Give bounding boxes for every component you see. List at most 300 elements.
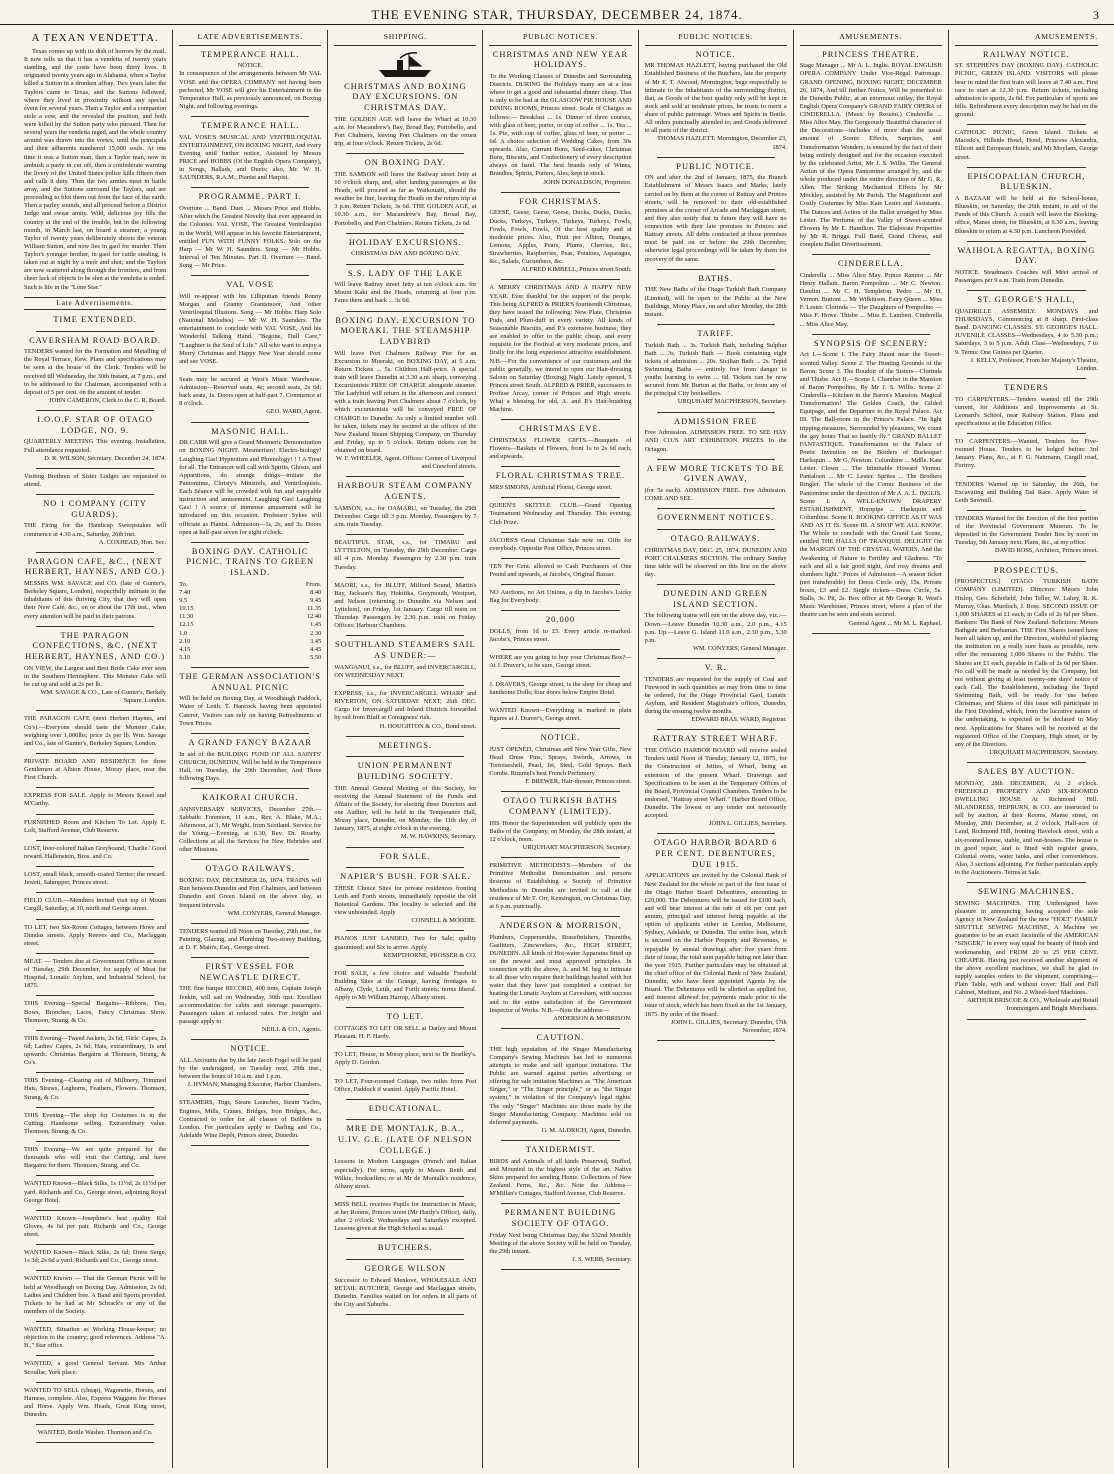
divider bbox=[967, 290, 1086, 291]
divider bbox=[346, 1259, 464, 1260]
ad-body: NOTICE. Steadman's Coaches will Meet arrival of Passengers per 9 a.m. Train from Dunedin. bbox=[954, 269, 1098, 285]
time-from: 4.45 bbox=[310, 645, 322, 653]
divider bbox=[657, 508, 775, 509]
ad-body: TENDERS wanted till Noon on Tuesday, 29th inst., for Painting, Glazing, and Plumbing Two-storey Building, at D. F. Main's, Esq., George street. bbox=[179, 927, 322, 951]
ad-signature: ANDERSON & MORRISON. bbox=[553, 1014, 632, 1022]
ad-body: J. DRAVER'S, George street, is the shop for cheap and handsome Dolls; four doors below Empire Hotel. bbox=[489, 680, 632, 696]
time-to: 11.30 bbox=[179, 613, 194, 621]
divider bbox=[967, 378, 1086, 379]
divider bbox=[36, 1424, 154, 1425]
ad-body: WANTED Known—Black Silks, 2s 6d; Dress Serge, 1s 3d; 2s 6d a yard. Richards and Co., George street. bbox=[24, 1249, 167, 1265]
ad-body: Turkish Bath ... 3s. Turkish Bath, including Sulphur Bath ... 3s. Turkish Bath — Book containing eight tickets of admission ... 20s. Sicilian Bath ... 2s. Tepid Swimming Baths — entirely free from danger to youths learning to swim ... 6d. Tickets can be now secured from Mr Burton at the Baths, or from any of the principal City booksellers. bbox=[644, 341, 787, 398]
ad-title: ON BOXING DAY. bbox=[364, 158, 446, 168]
advertisement bbox=[955, 566, 1098, 757]
divider bbox=[346, 930, 464, 931]
advertisement bbox=[645, 589, 787, 653]
ad-body: THE SAMSON will leave the Railway street Jetty at 10 o'clock sharp, and, after landing passengers at the Heads, will proceed as far as Waikouaiti, should the weather be fine, leaving the Heads on the return trip at 3 p.m. Return Tickets, 3s 6d. THE GOLDEN AGE, at 10.30 a.m., for Macandrew's Bay, Broad Bay, Portobello, and Port Chalmers. Return Tickets, 2s 6d. bbox=[334, 170, 477, 227]
ad-signature: JOHN L. GILLIES, Secretary. Dunedin, 17th November, 1874. bbox=[670, 1018, 787, 1034]
story-title: A TEXAN VENDETTA. bbox=[31, 32, 159, 44]
divider bbox=[191, 275, 309, 276]
ad-title: PUBLIC NOTICE. bbox=[676, 161, 755, 171]
ad-body: STEAMERS, Tugs, Steam Launches, Steam Yachts, Engines, Mills, Cranes, Bridges, Iron Bridges, &c., Contracted to order for all classes of Builders in London. For particulars apply to Darling and Co., Adelaide Wine Depôt, Princes street, Dunedin. bbox=[179, 1099, 322, 1139]
divider bbox=[657, 833, 775, 834]
page-number: 3 bbox=[1093, 8, 1100, 22]
time-to: 5.10 bbox=[179, 653, 191, 661]
ad-title: ST. GEORGE'S HALL, bbox=[977, 295, 1076, 305]
ad-body: A MERRY CHRISTMAS AND A HAPPY NEW YEAR. Ever thankful for the support of the people. This being ALFRED & PRIER'S fourteenth Christmas, they have issued the following: New Plate, Christmas Puds, and Plum-duff in every variety. All kinds of Seasonable Biscuits, and P.'s extensive business, they are enabled to offer to the public cheap, and every requisite for the Festival at very moderate prices, and firstly for the long experience attractive establishment. N.B.—For the convenience of our customers and the public generally, we intend to open our Hair-dressing Saloon on Saturday (Boxing) Night. Lately opened, 5 Princes street South. ALFRED & PRIER, successors to Profuse Arcay, corner of Princes and High streets. What a blessing for old, A. and P.'s Hair-brushing Machine. bbox=[489, 284, 632, 414]
ad-signature: NEILL & CO., Agents. bbox=[261, 1026, 322, 1034]
advertisement bbox=[334, 316, 476, 472]
ad-title: OTAGO HARBOR BOARD 6 PER CENT. DEBENTURES, DUE 1915. bbox=[653, 838, 778, 869]
ad-title: OTAGO TURKISH BATHS COMPANY (LIMITED). bbox=[503, 796, 618, 817]
story-paragraph: Texas comes up with its dish of horrors by the mail. It now tells us that it has a vendetta of twenty years standing, and the costs have been thirty lives. It originated twenty years ago in Alabama, when a Taylor killed a Sutton in a drunken affray. Two years later the Taylors came to Texas, and the Suttons followed, where they lived in proximity without any special event for several years. Then a Taylor and a companion stole a cow, and the revealed the position, and both were killed by the Sutton party who pursued. Then for several years the vendetta raged, and the whole country around was drawn into the vortex, until the principals and their adherents numbered 15,000 souls. At one time it was a Sutton man, then a Taylor man, now in ambush a party in cut off, then a confederate warning the livery of the United States police kills fifteen men and calls it duty. Then the two armies meet in battle array, and the Suttons surround the Taylors, and are proceeding to blot them out from the face of the earth. Then a parley sounds, and all proceed before a District Judge and swear amity. Wild, delicious joy fills the country at the end of the trouble, but in the following month, in March last, on board a steamer, a young Taylor of twenty years deliberately shoots the veteran William Sutton, and now lies in gaol for murder. Then Taylor's younger brother, in gaol for cattle stealing, is taken out at night by a mob and shot; and the Taylors are now scattered along through the frontiers, and from sheer lack of objects to be shot at the vendetta is ended. Such is life in the "Lone Star." bbox=[24, 47, 167, 291]
advertisement bbox=[955, 50, 1098, 120]
ad-body: ON VIEW, the Largest and Best Bride Cake ever seen in the Southern Hemisphere. This Monster Cake will be cut up and sold at 2s per lb. bbox=[24, 664, 167, 688]
divider bbox=[501, 192, 619, 193]
advertisement bbox=[24, 1387, 166, 1420]
ad-body: THIS Evening—Clearing out of Millinery, Trimmed Hats, Straws, Leghorns, Feathers, Flowers. Thomson, Strang, & Co. bbox=[24, 1077, 167, 1101]
divider bbox=[36, 892, 154, 893]
ad-body: Act I.—Scene I. The Fairy Haunt near the Sweet-scented Valley. Scene 2. The Hunting Grounds of the Baron. Scene 3. The Boudoir of the Sisters—Clorinda and Thisbe. Act II.—Scene I. Chamber in the Mansion of Baron Pompolino, By Mr J. S. Willis. Scene 2. Cinderella—Kitchen in the Baron's Mansion. Magical Transformation! The Golden Coach, the Gilded Equipage, and the Departure to the Royal Palace. Act III. The Ball-room in the Prince's Palace. "In light tripping measures, Surrounded by pleasures, We count the gay hours That so hastily fly." GRAND BALLET FANTASTIQUE. Transformation to the Palace of Poetic Invention on the Borders of Burlesque! Harlequin ... Mr G. Newton. Columbine ... Mdlle. Kate Lester. Clown ... The Inimitable Howard Vernon. Pantaloon ... Mr C. Lester. Sprites ... The Brothers Ringler. The whole of the Comic Business of the Pantomime under the direction of Mr A. A. L. INGLIS. Scene I. A WELL-KNOWN DRAPERY ESTABLISHMENT. Hornpipe ... Harlequin and Columbine. Scene II. BOOKING OFFICE AS IT WAS AND AS IT IS. Scene III. A SHOP WE ALL KNOW. The Whole to conclude with the Grand Last Scene, entitled THE HALLS OF TRANQUIL DELIGHT On the MARGIN OF THE CRYSTAL WATERS, And the Awakening of Nature to Fertility and Gladness. "To each and all a fair good night, And rosy dreams and slumbers light." Prices of Admission—A season ticket (not transferable) for Dress Circle only, 15s. Private boxes, £3 and £2. Single tickets—Dress Circle, 5s. Stalls, 3s. Pit, 2s. Box office at Mr George R. West's Music Warehouse, Princes street, where a plan of the theatre can be seen and seats secured. bbox=[799, 351, 942, 619]
ad-body: TO LET, House, in Moray place, next to Dr Bradley's. Apply D. Gordon. bbox=[334, 1051, 477, 1067]
time-to: 4.15 bbox=[179, 645, 191, 653]
ad-title: PROGRAMME. PART I. bbox=[198, 192, 302, 202]
advertisement bbox=[24, 1112, 166, 1136]
ad-body: Free Admission. ADMISSION FREE. TO SEE HAY AND CO.'S ART EXHIBITION PRIZES In the Octagon. bbox=[644, 429, 787, 453]
ad-signature: JOHN DONALDSON, Proprietor. bbox=[543, 178, 632, 186]
ad-title: OTAGO RAILWAYS. bbox=[205, 864, 296, 874]
ad-title: WAIHOLA REGATTA, BOXING DAY. bbox=[957, 245, 1096, 266]
ad-signature: J. HYMAN, Managing Executor, Harbor Chambers. bbox=[187, 1081, 322, 1089]
ads-list bbox=[800, 50, 942, 634]
advertisement bbox=[179, 672, 321, 728]
ad-title: EPISCOPALIAN CHURCH, BLUESKIN. bbox=[967, 171, 1086, 192]
ad-body: CATHOLIC PICNIC, Green Island. Tickets at Macedo's, Hillside Hotel, Hotel, Princess Alexandra, Ellicott and European Hotels, and Mr Moylans, George street. bbox=[954, 129, 1098, 161]
advertisement bbox=[489, 654, 631, 670]
advertisement bbox=[800, 50, 942, 250]
advertisement bbox=[645, 734, 787, 828]
ad-body: MAORI, s.s., for BLUFF, Milford Sound, Martin's Bay, Jackson's Bay, Hokitika, Greymouth, Westport, and Nelson (returning to Dunedin via Nelson and Lyttelton), on Friday, 1st January. Cargo till noon on Thursday. Passengers by 2.30 p.m. train on Friday. Offices: Harbour Chambers. bbox=[334, 581, 477, 630]
column-4 bbox=[483, 30, 638, 1468]
divider bbox=[191, 1039, 309, 1040]
divider bbox=[36, 1321, 154, 1322]
advertisement bbox=[334, 690, 476, 731]
advertisement bbox=[24, 499, 166, 547]
ads-list bbox=[334, 82, 476, 1316]
ad-signature: ALFRED KIMBELL, Princes street South. bbox=[521, 266, 632, 274]
ad-body: THE high reputation of the Singer Manufacturing Company's Sewing Machines has led to numerous attempts to make and sell spurious imitations. The Public are warned against parties advertising or offering for sale imitation Machines as "The American Singer," or "The Singer principle," or as "the Singer system," in violation of the Company's legal rights. The only "Singer" Machines are those made by the Singer Manufacturing Company. Machines sold on deferred payments. bbox=[489, 1045, 632, 1126]
ad-body: THESE Choice Sites for private residences fronting Leith and Forth streets, immediately opposite the old Botanical Gardens. The locality is selected and the view unbounded. Apply bbox=[334, 884, 477, 917]
ad-signature: WM. CONYERS, General Manager. bbox=[227, 909, 322, 917]
divider bbox=[36, 953, 154, 954]
divider bbox=[36, 1072, 154, 1073]
time-to: 7.40 bbox=[179, 588, 191, 596]
ad-body: MRS SIMONS, Artificial Florist, George street. bbox=[489, 484, 613, 492]
advertisement bbox=[334, 82, 476, 149]
advertisement bbox=[179, 1099, 321, 1140]
advertisement bbox=[489, 537, 631, 553]
time-from: 11.35 bbox=[307, 605, 322, 613]
divider bbox=[346, 1007, 464, 1008]
advertisement bbox=[489, 707, 631, 723]
advertisement bbox=[645, 162, 787, 264]
advertisement bbox=[24, 1326, 166, 1350]
ad-body: Cinderella ... Miss Alice May. Prince Ramiro ... Mr Henry Hallam. Baron Pompolino ... Mr C. Newton. Dandini ... Mr C. H. Templeton. Pedro ... Mr H. Vernon. Buttoni ... Mr Wilkinson. Fairy Queen ... Miss F. Lester. Clorinda — The Daughters of Pompolino — Miss F. Howe. Thisbe ... Miss E. Lambert. Cinderella ... Miss Alice May. bbox=[799, 271, 942, 328]
advertisement bbox=[24, 1180, 166, 1204]
divider bbox=[191, 859, 309, 860]
divider bbox=[346, 847, 464, 848]
ad-title: FOR CHRISTMAS. bbox=[519, 196, 602, 206]
ad-signature: THOMAS HAZLETT. Mornington, December 23, 1874. bbox=[657, 135, 787, 151]
advertisement bbox=[334, 970, 476, 1003]
ad-signature: URQUHART MACPHERSON, Secretary. bbox=[522, 844, 632, 852]
ad-signature: G. M. ALDRICH, Agent, Dunedin. bbox=[541, 1126, 632, 1134]
timetable-row bbox=[179, 597, 321, 605]
divider bbox=[967, 476, 1086, 477]
divider bbox=[36, 814, 154, 815]
ad-body: Will re-appear with his Lilliputian friends Ronny Morgan and Granny Grantsmoor, And other Ventriloquial Illusions. Song — Mr Hobbs. Harp Solo (National Melodies) — Mr W. H. Saunders. The entertainment to conclude with VAL VOSE, And his Wonderful Talking Hand. "Begone, Dull Care," "Laughter is the Soul of Life." All who want to enjoy a Merry Christmas and Happy New Year should come and see VOSE. bbox=[179, 292, 322, 365]
ad-body: GEESE, Geese, Geese, Geese, Ducks, Ducks, Ducks, Ducks, Turkeys, Turkeys, Turkeys, Turkeys, Fowls, Fowls, Fowls, Fowls, Of the best quality and at moderate prices. Also, Fruit per Albion, Oranges, Lemons, Apples, Pears, Plums, Cherries, &c., Strawberries, Raspberries, Peas, Potatoes, Asparagus, &c., Salads, Cucumbers, &c. bbox=[489, 209, 632, 266]
ad-body: DOLLS, from 1d to £5. Every article re-marked. Jacobs's, Princes street. bbox=[489, 628, 632, 644]
divider bbox=[346, 577, 464, 578]
divider bbox=[346, 1314, 464, 1315]
divider bbox=[501, 1140, 619, 1141]
advertisement bbox=[179, 547, 321, 662]
advertisement bbox=[645, 50, 787, 152]
divider bbox=[36, 995, 154, 996]
ad-body: THE fine barque RECORD, 400 tons, Captain Joseph Jenkin, will sail on Wednesday, 30th inst. Excellent accommodation for cabin and steerage passengers. Passengers taken at reduced rates. For freight and passage apply to bbox=[179, 985, 322, 1025]
ad-signature: DAVID ROSS, Architect, Princes street. bbox=[994, 547, 1098, 555]
ad-title: TARIFF. bbox=[697, 328, 734, 338]
divider bbox=[36, 552, 154, 553]
divider bbox=[36, 410, 154, 411]
ad-body: TENDERS are requested for the supply of Coal and Firewood in such quantities as may from time to time be ordered, for the Otago Provincial Gaol, Lunatic Asylum, and Resident Magistrate's offices, Dunedin, during the ensuing twelve months. bbox=[644, 675, 787, 716]
ad-body: TENDERS Wanted for the Erection of the first portion of the Provincial Government Museum. To be deposited in the Government Tender Box by noon on Tuesday, 5th January next. Plans, &c., at my office. bbox=[954, 514, 1098, 547]
advertisement bbox=[489, 862, 631, 911]
divider bbox=[967, 882, 1086, 883]
column-heading: SHIPPING. bbox=[334, 30, 476, 46]
divider bbox=[501, 584, 619, 585]
ads-list bbox=[179, 50, 321, 1146]
advertisement bbox=[955, 438, 1098, 471]
ads-list bbox=[489, 50, 631, 1271]
advertisement bbox=[24, 792, 166, 808]
ad-title: PRINCESS THEATRE. bbox=[822, 49, 920, 59]
advertisement bbox=[24, 1000, 166, 1024]
column-1 bbox=[18, 30, 173, 1468]
time-from: 9.45 bbox=[310, 597, 322, 605]
ad-title: A GRAND FANCY BAZAAR bbox=[188, 737, 312, 747]
ad-body: A BAZAAR will be held at the School-house, Blueskin, on Saturday, the 26th instant, in aid of the Funds of this Church. A coach will leave the Booking-office, Manse street, for Blueskin, at 9.30 a.m., leaving Blueskin to return at 4.30 p.m. Luncheon Provided. bbox=[954, 195, 1098, 235]
advertisement bbox=[489, 1033, 631, 1135]
divider bbox=[36, 753, 154, 754]
divider bbox=[36, 1141, 154, 1142]
ad-body: Will leave Rattray street Jetty at ten o'clock a.m. for Mount Kaki and the Heads, returning at four p.m. Fares there and back ... 3s 6d. bbox=[334, 281, 477, 305]
divider bbox=[36, 331, 154, 332]
divider bbox=[191, 733, 309, 734]
ad-body: JACOBS'S Great Christmas Sale now on. Gifts for everybody. Opposite Post Office, Princes street. bbox=[489, 536, 632, 552]
divider bbox=[36, 1244, 154, 1245]
ad-title: SEWING MACHINES. bbox=[978, 887, 1075, 897]
divider bbox=[36, 1210, 154, 1211]
train-timetable bbox=[179, 581, 321, 662]
ad-body: WANTED Known — That the German Picnic will be held at Woodhaugh on Boxing Day. Admission, 2s 6d; Ladies and Children free. A Band and Sports provided. Tickets to be had at Mr Schrack's or any of the members of the Society. bbox=[24, 1275, 167, 1315]
advertisement bbox=[24, 1035, 166, 1068]
divider bbox=[346, 736, 464, 737]
ad-title: THE GERMAN ASSOCIATION'S ANNUAL PICNIC bbox=[179, 672, 321, 692]
divider bbox=[812, 334, 930, 335]
ad-body: TO CARPENTERS.—Tenders wanted till the 29th current, for Additions and Improvements at St. Leonard's School, near Railway Station. Plans and specifications at the Education Office. bbox=[954, 395, 1098, 427]
column-5 bbox=[639, 30, 794, 1468]
ad-body: Will leave Port Chalmers Railway Pier for an Excursion to Moeraki, on BOXING DAY, at 5 a.m. Return Tickets ... 5s. Children Half-price. A special train will leave Dunedin at 3.30 a.m. sharp, conveying Excursionists FREE OF CHARGE alongside steamer. The Ladybird will return in the afternoon and connect with a train leaving Port Chalmers about 7 o'clock, by which excursionists will be conveyed FREE OF CHARGE to Dunedin. As only a limited number will be taken, tickets may be secured at the offices of the New Zealand Steam Shipping Company, on Thursday and Friday, up to 5 o'clock. Return tickets can be obtained on board. bbox=[334, 349, 477, 455]
ads-list bbox=[645, 50, 787, 1041]
ad-title: NOTICE. bbox=[695, 49, 736, 59]
ad-title: NO 1 COMPANY (CITY GUARDS). bbox=[43, 499, 147, 519]
ad-title: UNION PERMANENT BUILDING SOCIETY. bbox=[357, 761, 454, 781]
ad-title: SYNOPSIS OF SCENERY: bbox=[813, 338, 928, 348]
divider bbox=[501, 497, 619, 498]
ad-title: OTAGO RAILWAYS. bbox=[670, 533, 761, 543]
ad-body: NOTICE. bbox=[237, 62, 263, 70]
advertisement bbox=[489, 733, 631, 786]
ad-signature: CONNELL & MOODIE. bbox=[411, 917, 477, 925]
advertisement bbox=[24, 1429, 166, 1437]
time-from: 8.40 bbox=[310, 588, 322, 596]
column-7 bbox=[949, 30, 1104, 1468]
ad-signature: JOHN L. GILLIES, Secretary. bbox=[709, 820, 787, 828]
advertisement bbox=[955, 172, 1098, 236]
divider bbox=[346, 153, 464, 154]
advertisement bbox=[24, 1077, 166, 1101]
ad-body: Stage Manager ... Mr A. L. Inglis. ROYAL ENGLISH OPERA COMPANY Under Vice-Regal Patronage. GRAND OPENING, BOXING NIGHT, DECEMBER 26, 1874, And till further Notice, Will be presented to the Dunedin Public, at an enormous outlay, the Royal English Opera Company's GRAND FAIRY OPERA of CINDERELLA. (Music by Rossini.) Cinderella ... Miss Alice May. The Gorgeously Beautiful character of the Decorations—includes of more than the usual amount of Scenic Effects, Surprises, and Transformation Wonders, is ensured by the fact of their being entirely designed and for the occasion executed by the celebrated Artist, Mr J. S. Willis. The General Action of the Opera Pantomime arranged by, and the whole produced under the entire direction of Mr G. R. Allen. The Striking Mechanical Effects by Mr Mockley, assisted by Mr Parish. The Magnificent and Costly Costumes by Miss Kate Lester and Assistants. The Dances and Action of the Ballet arranged by Miss Lester. The Perfume of the Valley of Sweet-scented Flowers by Mr E. Hamilton. The Elaborate Properties by Mr R. Briggs. Full Band, Grand Chorus, and complete Ballet Divertissement. bbox=[799, 62, 942, 249]
ad-title: TENDERS bbox=[1004, 382, 1049, 392]
divider bbox=[346, 756, 464, 757]
divider bbox=[346, 476, 464, 477]
ad-body: PRIMITIVE METHODISTS.—Members of the Primitive Methodist Denomination and persons desirous of Establishing a Society of Primitive Methodists in Dunedin are invited to call at the residence of Mr T. Orr, Kensington, on Christmas Day, at 6 p.m. punctually. bbox=[489, 862, 632, 910]
ad-title: S.S. LADY OF THE LAKE bbox=[347, 268, 463, 278]
advertisement bbox=[334, 582, 476, 631]
column-6 bbox=[794, 30, 949, 1468]
divider bbox=[657, 324, 775, 325]
ad-signature: JOHN CAMERON, Clerk to the C. R. Board. bbox=[49, 396, 167, 404]
ad-body: Overture ... Band. Duet ... Messrs Price and Hobbs. After which the Greatest Novelty that ever appeared in the Colonies. VAL VOSE, The Greatest Ventriloquist in the World, Will appear in his favorite Entertainment, entitled FUN WITH FUNNY FOLKS. Solo on the Harp — Mr W. H. Saunders. Song — Mr Hobbs. Interval of Ten Minutes. Part II. Overture — Band. Song — Mr Price. bbox=[179, 205, 322, 270]
time-to: 9.5 bbox=[179, 597, 188, 605]
columns bbox=[18, 30, 1104, 1468]
advertisement bbox=[489, 424, 631, 461]
divider bbox=[191, 542, 309, 543]
ad-body: JUST OPENED, Christmas and New Year Gifts, New Head Dress Pins, Sprays, Swords, Arrows, in Tortoiseshell, Pearl, Jet, Steel, Gold Sprays. Back Combs. Rimmel's best French Perfumery. bbox=[489, 745, 632, 778]
ad-body: HIS Honor the Superintendent will publicly open the Baths of the Company, on Monday, the 28th instant, at 12 o'clock, noon. bbox=[489, 819, 632, 843]
ad-title: PERMANENT BUILDING SOCIETY OF OTAGO. bbox=[504, 1208, 617, 1228]
ad-body: PIANOS JUST LANDED, Two for Sale; quality guaranteed; and Six to arrive. Apply bbox=[334, 935, 477, 951]
ad-body: FOR SALE, a few choice and valuable Freehold Building Sites at the Grange, having frontages to Albany, Clyde, Leith, and Forth streets; terms liberal. Apply to Mr William Harrop, Albany street. bbox=[334, 969, 477, 1002]
ad-signature: General Agent ... Mr M. L. Raphael. bbox=[848, 619, 942, 627]
ad-title: DUNEDIN AND GREEN ISLAND SECTION. bbox=[663, 589, 769, 609]
ad-signature: M. W. HAWKINS, Secretary. bbox=[400, 833, 477, 841]
ad-title: HARBOUR STEAM COMPANY AGENTS. bbox=[337, 481, 474, 502]
divider bbox=[191, 923, 309, 924]
ad-body: MESSRS WM. SAVAGE and CO. (late of Gunter's, Berkeley Square, London), respectfully intimate to the inhabitants of this thriving City, that they will open their New Café, &c., on or about the 17th inst., when every attention will be paid to their patrons. bbox=[24, 580, 167, 620]
divider bbox=[36, 468, 154, 469]
advertisement bbox=[645, 663, 787, 724]
divider bbox=[191, 1145, 309, 1146]
advertisement bbox=[334, 935, 476, 959]
ad-title: CAUTION. bbox=[536, 1032, 585, 1042]
ad-body: VAL VOSE'S MUSICAL AND VENTRILOQUIAL ENTERTAINMENT, ON BOXING NIGHT, And every Evening until further notice, Assisted by Messrs PRICE and HOBBS (Of the English Opera Company), in Songs, Ballads, and Duets; also, Mr. W. H. SAUNDERS, R.A.M., Pianist and Harpist. bbox=[179, 133, 322, 182]
advertisement bbox=[334, 640, 476, 680]
divider bbox=[36, 710, 154, 711]
advertisement bbox=[179, 738, 321, 783]
timetable-row bbox=[179, 621, 321, 629]
advertisement bbox=[179, 793, 321, 854]
ad-body: THIS Evening—Special Bargains—Ribbons, Ties, Bows, Brooches, Laces, Fancy Christmas Show. Thomson, Strang, & Co. bbox=[24, 1000, 167, 1024]
advertisement bbox=[334, 481, 476, 529]
ad-body: QUADRILLE ASSEMBLY. MONDAYS and THURSDAYS, Commencing at 8 sharp. First-class Band. DANCING CLASSES. ST. GEORGE'S HALL. JUVENILE CLASSES—Wednesdays, 4 to 5.30 p.m.; Saturdays, 3 to 5 p.m. Adult Class—Wednesdays, 7 to 9. Terms: One Guinea per Quarter. bbox=[954, 307, 1098, 356]
advertisement bbox=[24, 715, 166, 748]
advertisement bbox=[489, 1208, 631, 1264]
advertisement bbox=[334, 741, 476, 752]
ad-body: MEAT. — Tenders due at Government Offices at noon of Tuesday, 29th December, for supply of Meat for Hospital, Lunatic Asylum, and Industrial School, for 1875. bbox=[24, 957, 167, 990]
ad-body: [PROSPECTUS.] OTAGO TURKISH BATH COMPANY (LIMITED). Directors: Messrs John Hislop, Geo. Schofield, John Teller, W. Lahey, R. K. Murray, Chas. Murdoch, J. Rose. SECOND ISSUE OF 1,000 SHARES at £1 each, in Calls of 2s 6d per Share. Bankers: The Bank of New Zealand. Solicitors: Messrs Bathgate and Brebaman. THE First Shares issued have been all taken up, and the Directors, wishful of placing the institution on a really sure basis as possible, now offer the remaining 1,000 Shares to the Public. The Shares are £1 each, payable in Calls of 2s 6d per Share. No call will be made as needed by the Company, but not without giving at least twenty-one days' notice of each Call. The Establishment, including the Tepid Swimming Bath, will be ready for use before Christmas, and Shares of this issue will participate in the First Dividend, which, from the lucrative nature of the undertaking, is expected to be declared in May next. Applications for Shares will be received at the registered Office of the Company, High street, or by any of the Directors. bbox=[954, 578, 1098, 748]
divider bbox=[191, 667, 309, 668]
divider bbox=[191, 116, 309, 117]
ad-body: WANTED Known—Josephine's best quality Kid Gloves, 4s 6d per pair. Richards and Co., George street. bbox=[24, 1214, 167, 1238]
divider bbox=[967, 167, 1086, 168]
advertisement bbox=[645, 329, 787, 407]
advertisement bbox=[24, 845, 166, 861]
ad-body: LOST, small black, smooth-coated Terrier; the reward. Jewett, Sahmpper, Princes street. bbox=[24, 871, 167, 887]
ad-signature: H. HOUGHTON & CO., Bond street. bbox=[379, 722, 477, 730]
advertisement bbox=[334, 1078, 476, 1094]
ad-body: THE GOLDEN AGE will leave the Wharf at 10.30 a.m. for Macandrew's Bay, Broad Bay, Portobello, and Port Chalmers, leaving Port Chalmers on the return trip, at four o'clock. Return Tickets, 2s 6d. bbox=[334, 115, 477, 148]
divider bbox=[501, 1203, 619, 1204]
ad-body: Lessons in Modern Languages (French and Italian especially). For terms, apply to Messrs Reith and Wilkie, booksellers; or at Mr de Montalk's residence, Albany street. bbox=[334, 1158, 477, 1190]
advertisement bbox=[24, 819, 166, 835]
ad-title: FLORAL CHRISTMAS TREE. bbox=[495, 471, 626, 481]
divider bbox=[967, 762, 1086, 763]
advertisement bbox=[179, 50, 321, 111]
ad-body: TO CARPENTERS.—Wanted, Tenders for Five-roomed House. Tenders to be lodged before 3rd January. Plans, &c., at F. G. Nattmann, Cargill road, Fortroy. bbox=[954, 438, 1098, 470]
ad-body: QUARTERLY MEETING This evening. Installation. Full attendance requested. bbox=[24, 438, 167, 454]
divider bbox=[501, 791, 619, 792]
ad-body: WANTED Known—Black Silks, 1s 11½d, 2s 11½d per yard. Richards and Co., George street, adjoining Royal George Hotel. bbox=[24, 1180, 167, 1204]
divider bbox=[191, 422, 309, 423]
time-to: 1.0 bbox=[179, 629, 188, 637]
divider bbox=[967, 124, 1086, 125]
ad-body: Will be held on Boxing Day, at Woodhaugh Paddock, Water of Leith. T. Hancock having been appointed Caterer, Visitors can rely on having Refreshments at Town Prices. bbox=[179, 695, 322, 727]
timetable-header: To. bbox=[179, 580, 188, 588]
ad-title: NOTICE. bbox=[540, 733, 581, 743]
ad-body: To the Working Classes of Dunedin and Surrounding Districts. DURING the Holidays many are at a loss where to get a good and substantial dinner cheap. That is only to be had at the GLASGOW PIE HOUSE AND DINING ROOMS, Princes street. Scale of Charges as follows:— Breakfast ... 1s. Dinner of three courses, with glass of beer, porter, or cup of coffee ... 1s. Tea ... 1s. Pie, with cup of coffee, glass of beer, or porter ... 6d. A choice selection of Wedding Cakes, from 30s upwards. Also, Currant Buns, Seed-cakes, Christmas Buns, Biscuits, and Confectionery of every description always on hand. The best brands only of Wines, Brandies, Spirits, Porters, Ales, kept in stock. bbox=[489, 72, 632, 178]
advertisement bbox=[334, 1104, 476, 1115]
advertisement bbox=[489, 284, 631, 414]
ad-body: FURNISHED Room and Kitchen To Let. Apply E. Loft, Stafford Avenue, Club Reserve. bbox=[24, 818, 167, 834]
divider bbox=[36, 1107, 154, 1108]
ad-body: MISS BELL receives Pupils for Instruction in Music, at her Rooms, Princes street (Mr Hardy's Office), daily, after 2 o'clock. Wednesdays and Saturdays excepted. Lessons given at the High School as usual. bbox=[334, 1200, 477, 1233]
divider bbox=[191, 788, 309, 789]
ad-signature: A. COXHEAD, Hon. Sec. bbox=[98, 538, 167, 546]
advertisement bbox=[24, 336, 166, 406]
divider bbox=[36, 1442, 154, 1443]
ad-title: RATTRAY STREET WHARF. bbox=[653, 734, 779, 744]
advertisement bbox=[179, 427, 321, 537]
advertisement bbox=[179, 192, 321, 270]
ad-title: GOVERNMENT NOTICES. bbox=[657, 513, 775, 523]
ad-body: FIELD CLUB.—Members invited visit top of Mount Cargill, Saturday, at 10, north end George street. bbox=[24, 897, 167, 913]
ad-body: (for 5s each). ADMISSION FREE. Free Admission. COME AND SEE. bbox=[644, 486, 787, 503]
divider bbox=[501, 466, 619, 467]
time-to: 2.10 bbox=[179, 637, 191, 645]
ad-title: BOXING DAY. EXCURSION TO MOERAKI. THE STEAMSHIP LADYBIRD bbox=[335, 315, 476, 346]
column-2 bbox=[173, 30, 328, 1468]
advertisement bbox=[489, 681, 631, 697]
advertisement bbox=[334, 852, 476, 863]
ad-body: ST. STEPHEN'S DAY (BOXING DAY). CATHOLIC PICNIC, GREEN ISLAND. VISITORS will please bear in mind the first train will leave at 7.40 a.m. First race to start at 12.30 p.m. Return tickets, including admission to sports, 2s 6d. For particulars of sports see bills. Refreshment every description may be had on the ground. bbox=[954, 62, 1098, 119]
ad-body: EXPRESS, s.s., for INVERCARGILL WHARF and RIVERTON, ON SATURDAY NEXT, 26th DEC. Cargo for Invercargill and Inland Districts forwarded by rail from Bluff at Consignees' risk. bbox=[334, 690, 477, 722]
advertisement bbox=[334, 761, 476, 841]
ad-body: The following trains will run on the above day, viz.:— Down.—Leave Dunedin 10.30 a.m., 2.0 p.m., 4.15 p.m. Up.—Leave G. Island 11.0 a.m., 2.30 p.m., 5.30 p.m. bbox=[644, 612, 787, 644]
time-from: 3.45 bbox=[310, 637, 322, 645]
divider bbox=[501, 1028, 619, 1029]
advertisement bbox=[489, 563, 631, 579]
timetable-row bbox=[179, 589, 321, 597]
divider bbox=[501, 702, 619, 703]
advertisement bbox=[489, 921, 631, 1023]
ad-body: QUEEN'S SKITTLE CLUB.—Grand Opening Tournament Wednesday and Thursday. This evening, Club Prize. bbox=[489, 502, 632, 526]
timetable-row bbox=[179, 646, 321, 654]
ad-title: TAXIDERMIST. bbox=[525, 1145, 596, 1155]
divider bbox=[501, 728, 619, 729]
ad-title: TO LET. bbox=[386, 1012, 424, 1022]
divider bbox=[501, 558, 619, 559]
advertisement bbox=[24, 473, 166, 489]
timetable-header: From. bbox=[305, 580, 322, 588]
divider bbox=[657, 529, 775, 530]
ad-body: In aid of the BUILDING FUND OF ALL SAINTS' CHURCH, DUNEDIN, Will be held in the Temperance Hall, on Tuesday, the 29th December, And Three following Days. bbox=[179, 750, 322, 782]
ad-body: Plumbers, Coppersmiths, Brassfinishers, Tinsmiths, Gasfitters, Zincworkers, &c., HIGH STREET, DUNEDIN. All kinds of Hot-water Apparatus fitted up on the newest and most approved principles. In connection with the above, A. and M. beg to intimate to all those who require their buildings heated with hot water that they have just completed a contract for heating the Lunatic Asylum at Cavesham, with success and to the entire satisfaction of the Government Inspector of Works. N.B.—Note the address— bbox=[489, 933, 632, 1014]
divider bbox=[812, 254, 930, 255]
divider bbox=[36, 1355, 154, 1356]
advertisement bbox=[645, 417, 787, 454]
timetable-row bbox=[179, 654, 321, 662]
ad-title: BUTCHERS. bbox=[377, 1243, 433, 1253]
ad-body: WANTED, Bottle Washer. Thomson and Co. bbox=[37, 1429, 153, 1437]
advertisement bbox=[489, 197, 631, 275]
advertisement bbox=[24, 871, 166, 887]
divider bbox=[36, 919, 154, 920]
ad-title: ADMISSION FREE bbox=[674, 416, 758, 426]
advertisement bbox=[645, 464, 787, 504]
ad-title: GEORGE WILSON bbox=[364, 1264, 447, 1274]
ad-body: WANTED, Situation as Working House-keeper; no objection to the country; good references. Address "A. B.," Star office. bbox=[24, 1326, 167, 1350]
timetable-row bbox=[179, 613, 321, 621]
ad-title: A FEW MORE TICKETS TO BE GIVEN AWAY, bbox=[646, 463, 785, 484]
advertisement bbox=[24, 1146, 166, 1170]
ad-title: PROSPECTUS. bbox=[993, 565, 1060, 575]
ad-body: ON and after the 2nd of January, 1875, the Branch Establishment of Messrs Isaacs and Marks, lately carried on by them at the corner of Rattray and Princes streets, will be removed to their old-established premises at the corner of Arcade and Maclaggan street; and they also notify that in future they will have no connection with their late premises in Princes and Rattray streets. All debts contracted at those premises must be paid on or before the 29th December, otherwise legal proceedings will be taken by them for recovery of the same. bbox=[644, 174, 787, 263]
divider bbox=[36, 1270, 154, 1271]
divider bbox=[346, 1119, 464, 1120]
ad-title: FOR SALE. bbox=[380, 851, 431, 861]
masthead-title: THE EVENING STAR, THURSDAY, DECEMBER 24, 1874. bbox=[371, 7, 743, 22]
ad-body: Friday Next being Christmas Day, the 532nd Monthly Meeting of the above Society will be held on Tuesday, the 29th instant. bbox=[489, 1231, 632, 1255]
divider bbox=[346, 867, 464, 868]
advertisement bbox=[179, 962, 321, 1034]
advertisement bbox=[179, 1044, 321, 1089]
advertisement bbox=[24, 958, 166, 991]
ad-body: THE Firing for the Handicap Sweepstakes will commence at 4.30 a.m., Saturday, 26th inst. bbox=[24, 522, 167, 538]
advertisement bbox=[334, 1201, 476, 1234]
